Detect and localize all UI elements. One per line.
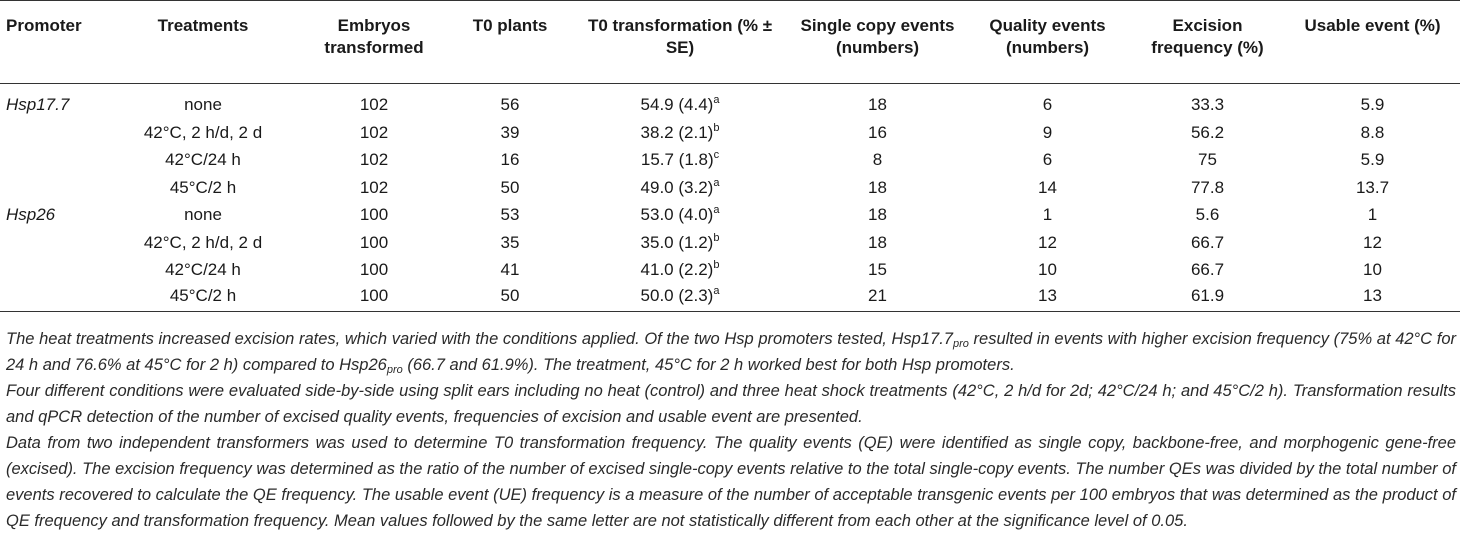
cell-quality: 1 xyxy=(1042,205,1053,225)
table-row xyxy=(0,174,1460,202)
cell-t0-pct: 50.0 $(2.3)^a$ xyxy=(640,284,720,305)
cell-quality: 14 xyxy=(1038,177,1057,197)
cell-embryos: 102 xyxy=(359,95,389,115)
header-single-copy: Single copy events (numbers) xyxy=(800,16,955,57)
table-row xyxy=(0,92,1460,120)
cell-t0-plants: 56 xyxy=(500,95,520,115)
cell-promoter: Hsp26 xyxy=(6,205,56,225)
header-excision: Excision frequency (%) xyxy=(1151,16,1264,57)
cell-t0-plants: 35 xyxy=(500,232,520,252)
table-row xyxy=(0,119,1460,147)
cell-promoter xyxy=(0,119,108,147)
table-row xyxy=(0,147,1460,175)
significance-letter: b xyxy=(713,259,720,272)
cell-t0-pct: 35.0 $(1.2)^b$ xyxy=(640,231,720,252)
cell-single-copy: 18 xyxy=(868,177,887,197)
cell-quality: 12 xyxy=(1038,232,1057,252)
significance-letter: b xyxy=(713,121,720,134)
cell-single-copy: 21 xyxy=(868,285,887,305)
significance-letter: a xyxy=(713,204,720,217)
cell-usable: 13.7 xyxy=(1355,177,1390,197)
cell-t0-plants: 16 xyxy=(500,150,520,170)
cell-quality: 13 xyxy=(1038,285,1057,305)
header-promoter: Promoter xyxy=(6,16,82,35)
header-treatments: Treatments xyxy=(157,16,249,35)
cell-embryos: 102 xyxy=(359,177,389,197)
cell-promoter xyxy=(0,284,108,312)
cell-quality: 6 xyxy=(1042,150,1053,170)
cell-promoter xyxy=(0,174,108,202)
header-usable: Usable event (%) xyxy=(1304,16,1441,35)
cell-t0-pct: 38.2 $(2.1)^b$ xyxy=(640,121,720,142)
cell-treatment: none xyxy=(184,205,222,225)
cell-quality: 9 xyxy=(1042,122,1053,142)
cell-embryos: 100 xyxy=(359,232,389,252)
cell-treatment: 42°C/24 h xyxy=(165,260,241,280)
cell-single-copy: 18 xyxy=(868,232,887,252)
cell-treatment: 45°C/2 h xyxy=(169,285,237,305)
significance-letter: b xyxy=(713,231,720,244)
significance-letter: a xyxy=(713,284,720,297)
cell-single-copy: 18 xyxy=(868,95,887,115)
spacer-row xyxy=(0,84,1460,92)
cell-promoter xyxy=(0,147,108,175)
cell-t0-pct: 49.0 $(3.2)^a$ xyxy=(640,176,720,197)
cell-excision: 5.6 xyxy=(1195,205,1220,225)
header-t0-plants: T0 plants xyxy=(472,16,548,35)
cell-usable: 12 xyxy=(1363,232,1382,252)
cell-single-copy: 8 xyxy=(872,150,883,170)
table-row xyxy=(0,229,1460,257)
cell-single-copy: 16 xyxy=(868,122,887,142)
cell-t0-plants: 50 xyxy=(500,285,520,305)
cell-usable: 1 xyxy=(1367,205,1378,225)
significance-letter: a xyxy=(713,176,720,189)
cell-t0-pct: 41.0 $(2.2)^b$ xyxy=(640,259,720,280)
footnote-1: The heat treatments increased excision rates, which varied with the conditions applied. Of the two Hsp promoters tested, $Hsp17.7_{pro}$ resulted in events with higher excision frequency (75% at 42°C for 24 h and 76.6% at 45°C for 2 h) compared to $Hsp26_{pro}$ (66.7 and 61.9%). The treatment, 45°C for 2 h worked best for both Hsp promoters. xyxy=(6,330,1456,376)
cell-promoter xyxy=(0,229,108,257)
cell-usable: 5.9 xyxy=(1360,95,1385,115)
cell-promoter xyxy=(0,257,108,285)
cell-embryos: 102 xyxy=(359,150,389,170)
cell-t0-pct: 15.7 $(1.8)^c$ xyxy=(640,149,720,170)
cell-treatment: none xyxy=(184,95,222,115)
cell-t0-plants: 50 xyxy=(500,177,520,197)
cell-usable: 13 xyxy=(1363,285,1382,305)
footnote-2: Four different conditions were evaluated side-by-side using split ears including no heat (control) and three heat shock treatments (42°C, 2 h/d for 2d; 42°C/24 h; and 45°C/2 h). Transformation results and qPCR detection of the number of excised quality events, frequencies of excision and usable event are presented. xyxy=(6,382,1456,426)
cell-usable: 5.9 xyxy=(1360,150,1385,170)
header-quality-events: Quality events (numbers) xyxy=(989,16,1106,57)
table-row xyxy=(0,257,1460,285)
cell-quality: 6 xyxy=(1042,95,1053,115)
cell-excision: 77.8 xyxy=(1190,177,1225,197)
footnote-3: Data from two independent transformers was used to determine T0 transformation frequency. The quality events (QE) were identified as single copy, backbone-free, and morphogenic gene-free (excised). The excision frequency was determined as the ratio of the number of excised single-copy events relative to the total single-copy events. The number QEs was divided by the total number of events recovered to calculate the QE frequency. The usable event (UE) frequency is a measure of the number of acceptable transgenic events per 100 embryos that was determined as the product of QE frequency and transformation frequency. Mean values followed by the same letter are not statistically different from each other at the significance level of 0.05. xyxy=(6,434,1456,530)
cell-treatment: 42°C, 2 h/d, 2 d xyxy=(143,122,263,142)
table-footnotes xyxy=(6,326,1456,534)
cell-excision: 33.3 xyxy=(1190,95,1225,115)
table-bottom-rule xyxy=(0,312,1460,313)
cell-t0-plants: 39 xyxy=(500,122,520,142)
cell-quality: 10 xyxy=(1038,260,1057,280)
cell-usable: 10 xyxy=(1363,260,1382,280)
cell-excision: 56.2 xyxy=(1190,122,1225,142)
header-row xyxy=(0,1,1460,84)
cell-single-copy: 18 xyxy=(868,205,887,225)
significance-letter: c xyxy=(713,149,720,162)
significance-letter: a xyxy=(713,94,720,107)
cell-t0-pct: 54.9 $(4.4)^a$ xyxy=(640,94,720,115)
table-row xyxy=(0,284,1460,312)
cell-treatment: 42°C/24 h xyxy=(165,150,241,170)
cell-excision: 66.7 xyxy=(1190,232,1225,252)
cell-t0-pct: 53.0 $(4.0)^a$ xyxy=(640,204,720,225)
table-row xyxy=(0,202,1460,230)
cell-single-copy: 15 xyxy=(868,260,887,280)
cell-embryos: 100 xyxy=(359,285,389,305)
cell-excision: 61.9 xyxy=(1190,285,1225,305)
cell-treatment: 42°C, 2 h/d, 2 d xyxy=(143,232,263,252)
cell-excision: 66.7 xyxy=(1190,260,1225,280)
cell-treatment: 45°C/2 h xyxy=(169,177,237,197)
cell-usable: 8.8 xyxy=(1360,122,1385,142)
cell-t0-plants: 41 xyxy=(500,260,520,280)
cell-promoter: Hsp17.7 xyxy=(6,95,70,115)
cell-t0-plants: 53 xyxy=(500,205,520,225)
table-body xyxy=(0,84,1460,313)
cell-embryos: 100 xyxy=(359,260,389,280)
cell-excision: 75 xyxy=(1198,150,1217,170)
header-embryos: Embryos transformed xyxy=(324,16,424,57)
cell-embryos: 100 xyxy=(359,205,389,225)
cell-embryos: 102 xyxy=(359,122,389,142)
header-t0-transformation: T0 transformation (% ± SE) xyxy=(587,16,773,57)
